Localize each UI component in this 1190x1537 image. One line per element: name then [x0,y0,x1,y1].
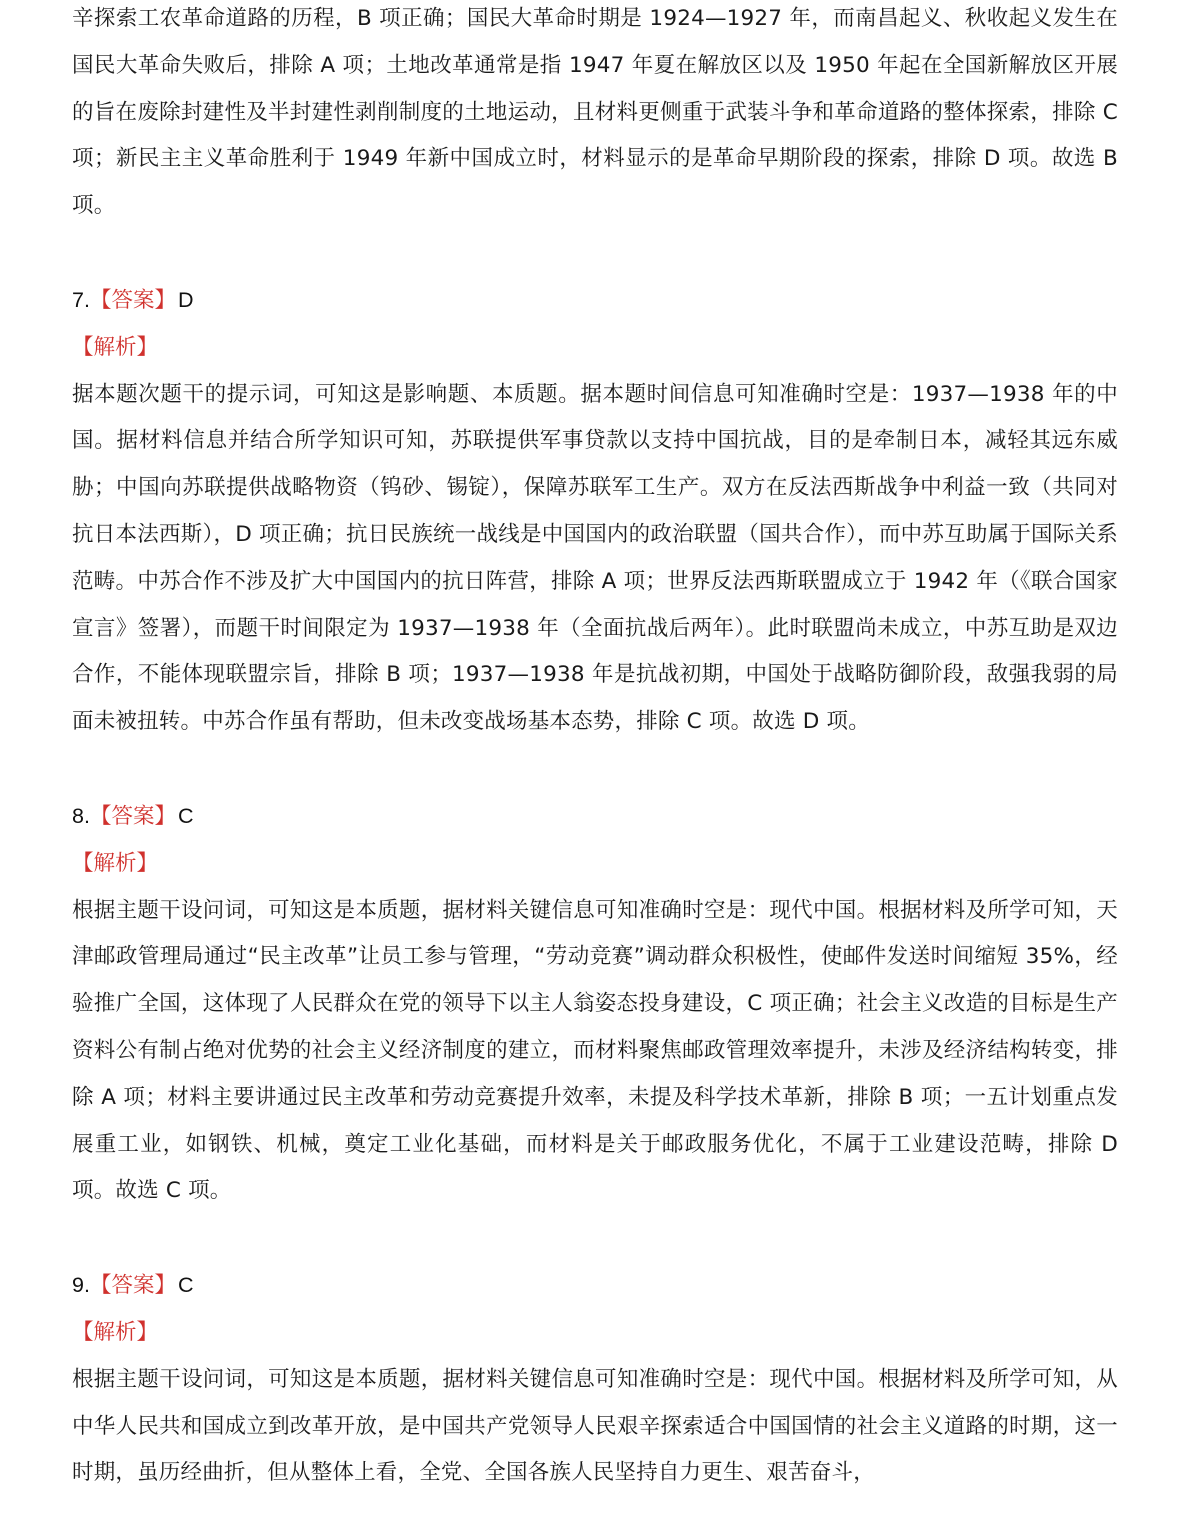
analysis-paragraph: 根据主题干设问词，可知这是本质题，据材料关键信息可知准确时空是：现代中国。根据材料及所学可知，从中华人民共和国成立到改革开放，是中国共产党领导人民艰辛探索适合中国国情的社会主义道路的时期，这一时期，虽历经曲折，但从整体上看，全党、全国各族人民坚持自力更生、艰苦奋斗， [72,1366,1118,1486]
section-spacer [72,230,1118,277]
analysis-tag: 【解析】 [72,334,159,360]
answer-tag: 【答案】 [89,287,176,313]
question-9-section [72,1262,1118,1497]
analysis-paragraph: 据本题次题干的提示词，可知这是影响题、本质题。据本题时间信息可知准确时空是：1937—1938 年的中国。据材料信息并结合所学知识可知，苏联提供军事贷款以支持中国抗战，目的是牵制日本，减轻其远东威胁；中国向苏联提供战略物资（钨砂、锡锭），保障苏联军工生产。双方在反法西斯战争中利益一致（共同对抗日本法西斯），D 项正确；抗日民族统一战线是中国国内的政治联盟（国共合作），而中苏互助属于国际关系范畴。中苏合作不涉及扩大中国国内的抗日阵营，排除 A 项；世界反法西斯联盟成立于 1942 年（《联合国家宣言》签署），而题干时间限定为 1937—1938 年（全面抗战后两年）。此时联盟尚未成立，中苏互助是双边合作，不能体现联盟宗旨，排除 B 项；1937—1938 年是抗战初期，中国处于战略防御阶段，敌强我弱的局面未被扭转。中苏合作虽有帮助，但未改变战场基本态势，排除 C 项。故选 D 项。 [72,381,1118,735]
question-number: 9. [72,1273,90,1298]
continued-analysis-paragraph: 辛探索工农革命道路的历程，B 项正确；国民大革命时期是 1924—1927 年，而南昌起义、秋收起义发生在国民大革命失败后，排除 A 项；土地改革通常是指 1947 年夏在解放区以及 1950 年起在全国新解放区开展的旨在废除封建性及半封建性剥削制度的土地运动，且材料更侧重于武装斗争和革命道路的整体探索，排除 C 项；新民主主义革命胜利于 1949 年新中国成立时，材料显示的是革命早期阶段的探索，排除 D 项。故选 B 项。 [72,6,1118,219]
answer-value: C [177,1273,194,1298]
answer-tag: 【答案】 [89,1273,176,1299]
section-spacer [72,746,1118,793]
document-page [72,0,1118,1497]
answer-value: C [177,803,194,828]
answer-line [72,1262,1118,1310]
analysis-paragraph: 根据主题干设问词，可知这是本质题，据材料关键信息可知准确时空是：现代中国。根据材料及所学可知，天津邮政管理局通过“民主改革”让员工参与管理，“劳动竞赛”调动群众积极性，使邮件发送时间缩短 35%，经验推广全国，这体现了人民群众在党的领导下以主人翁姿态投身建设，C 项正确；社会主义改造的目标是生产资料公有制占绝对优势的社会主义经济制度的建立，而材料聚焦邮政管理效率提升，未涉及经济结构转变，排除 A 项；材料主要讲通过民主改革和劳动竞赛提升效率，未提及科学技术革新，排除 B 项；一五计划重点发展重工业，如钢铁、机械，奠定工业化基础，而材料是关于邮政服务优化，不属于工业建设范畴，排除 D 项。故选 C 项。 [72,897,1118,1204]
analysis-tag: 【解析】 [72,850,159,876]
answer-line [72,793,1118,841]
answer-value: D [177,287,194,312]
answer-line [72,277,1118,325]
answer-tag: 【答案】 [89,803,176,829]
question-8-section [72,793,1118,1215]
question-7-section [72,277,1118,746]
section-spacer [72,1215,1118,1262]
analysis-tag: 【解析】 [72,1319,159,1345]
question-number: 7. [72,287,90,312]
question-number: 8. [72,803,90,828]
